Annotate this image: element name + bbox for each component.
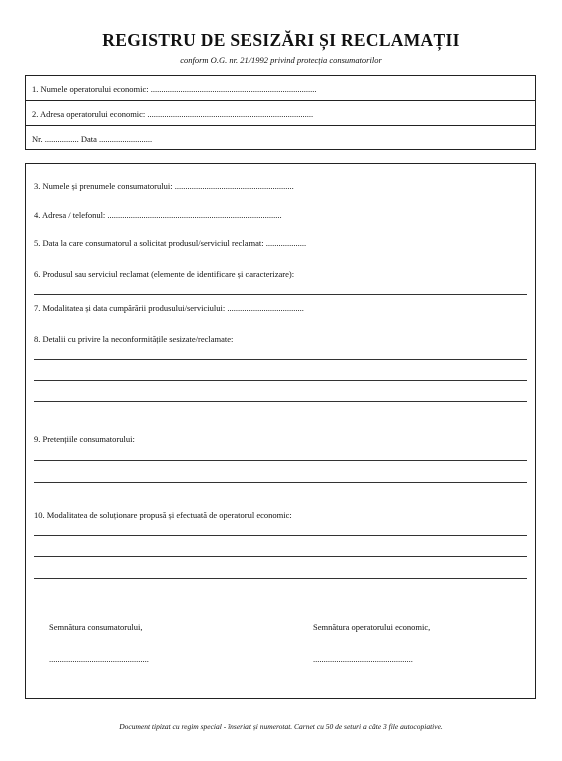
nonconformity-answer-line-3[interactable] [34,401,527,402]
consumer-name-field[interactable]: 3. Numele și prenumele consumatorului: ........................................................ [34,181,294,191]
nonconformity-answer-line-2[interactable] [34,380,527,381]
claims-answer-line-2[interactable] [34,482,527,483]
operator-info-box [25,75,536,150]
consumer-signature-line[interactable]: ............................................... [49,654,149,664]
purchase-method-date-field[interactable]: 7. Modalitatea și data cumpărării produsului/serviciului: .................................... [34,303,304,313]
number-date-field[interactable]: Nr. ................ Data ......................... [32,134,153,144]
product-service-answer-line[interactable] [34,294,527,295]
resolution-answer-line-2[interactable] [34,556,527,557]
operator-name-field[interactable]: 1. Numele operatorului economic: .............................................................................. [26,76,535,101]
complaint-form-box [25,163,536,699]
claims-answer-line-1[interactable] [34,460,527,461]
document-subtitle: conform O.G. nr. 21/1992 privind protecția consumatorilor [180,55,382,65]
consumer-signature-label: Semnătura consumatorului, [49,622,143,632]
nonconformity-answer-line-1[interactable] [34,359,527,360]
operator-signature-line[interactable]: ............................................... [313,654,413,664]
product-service-label: 6. Produsul sau serviciul reclamat (elemente de identificare și caracterizare): [34,269,295,279]
footer-note: Document tipizat cu regim special - înseriat și numerotat. Carnet cu 50 de seturi a câte 3 file autocopiative. [119,722,443,731]
resolution-answer-line-1[interactable] [34,535,527,536]
consumer-address-phone-field[interactable]: 4. Adresa / telefonul: .................................................................................. [34,210,282,220]
request-date-field[interactable]: 5. Data la care consumatorul a solicitat produsul/serviciul reclamat: ................... [34,238,307,248]
nonconformity-details-label: 8. Detalii cu privire la neconformitățile sesizate/reclamate: [34,334,234,344]
resolution-method-label: 10. Modalitatea de soluționare propusă și efectuată de operatorul economic: [34,510,292,520]
consumer-claims-label: 9. Pretențiile consumatorului: [34,434,135,444]
operator-address-field[interactable]: 2. Adresa operatorului economic: .............................................................................. [26,101,535,126]
document-title: REGISTRU DE SESIZĂRI ȘI RECLAMAȚII [102,30,460,50]
resolution-answer-line-3[interactable] [34,578,527,579]
operator-signature-label: Semnătura operatorului economic, [313,622,431,632]
